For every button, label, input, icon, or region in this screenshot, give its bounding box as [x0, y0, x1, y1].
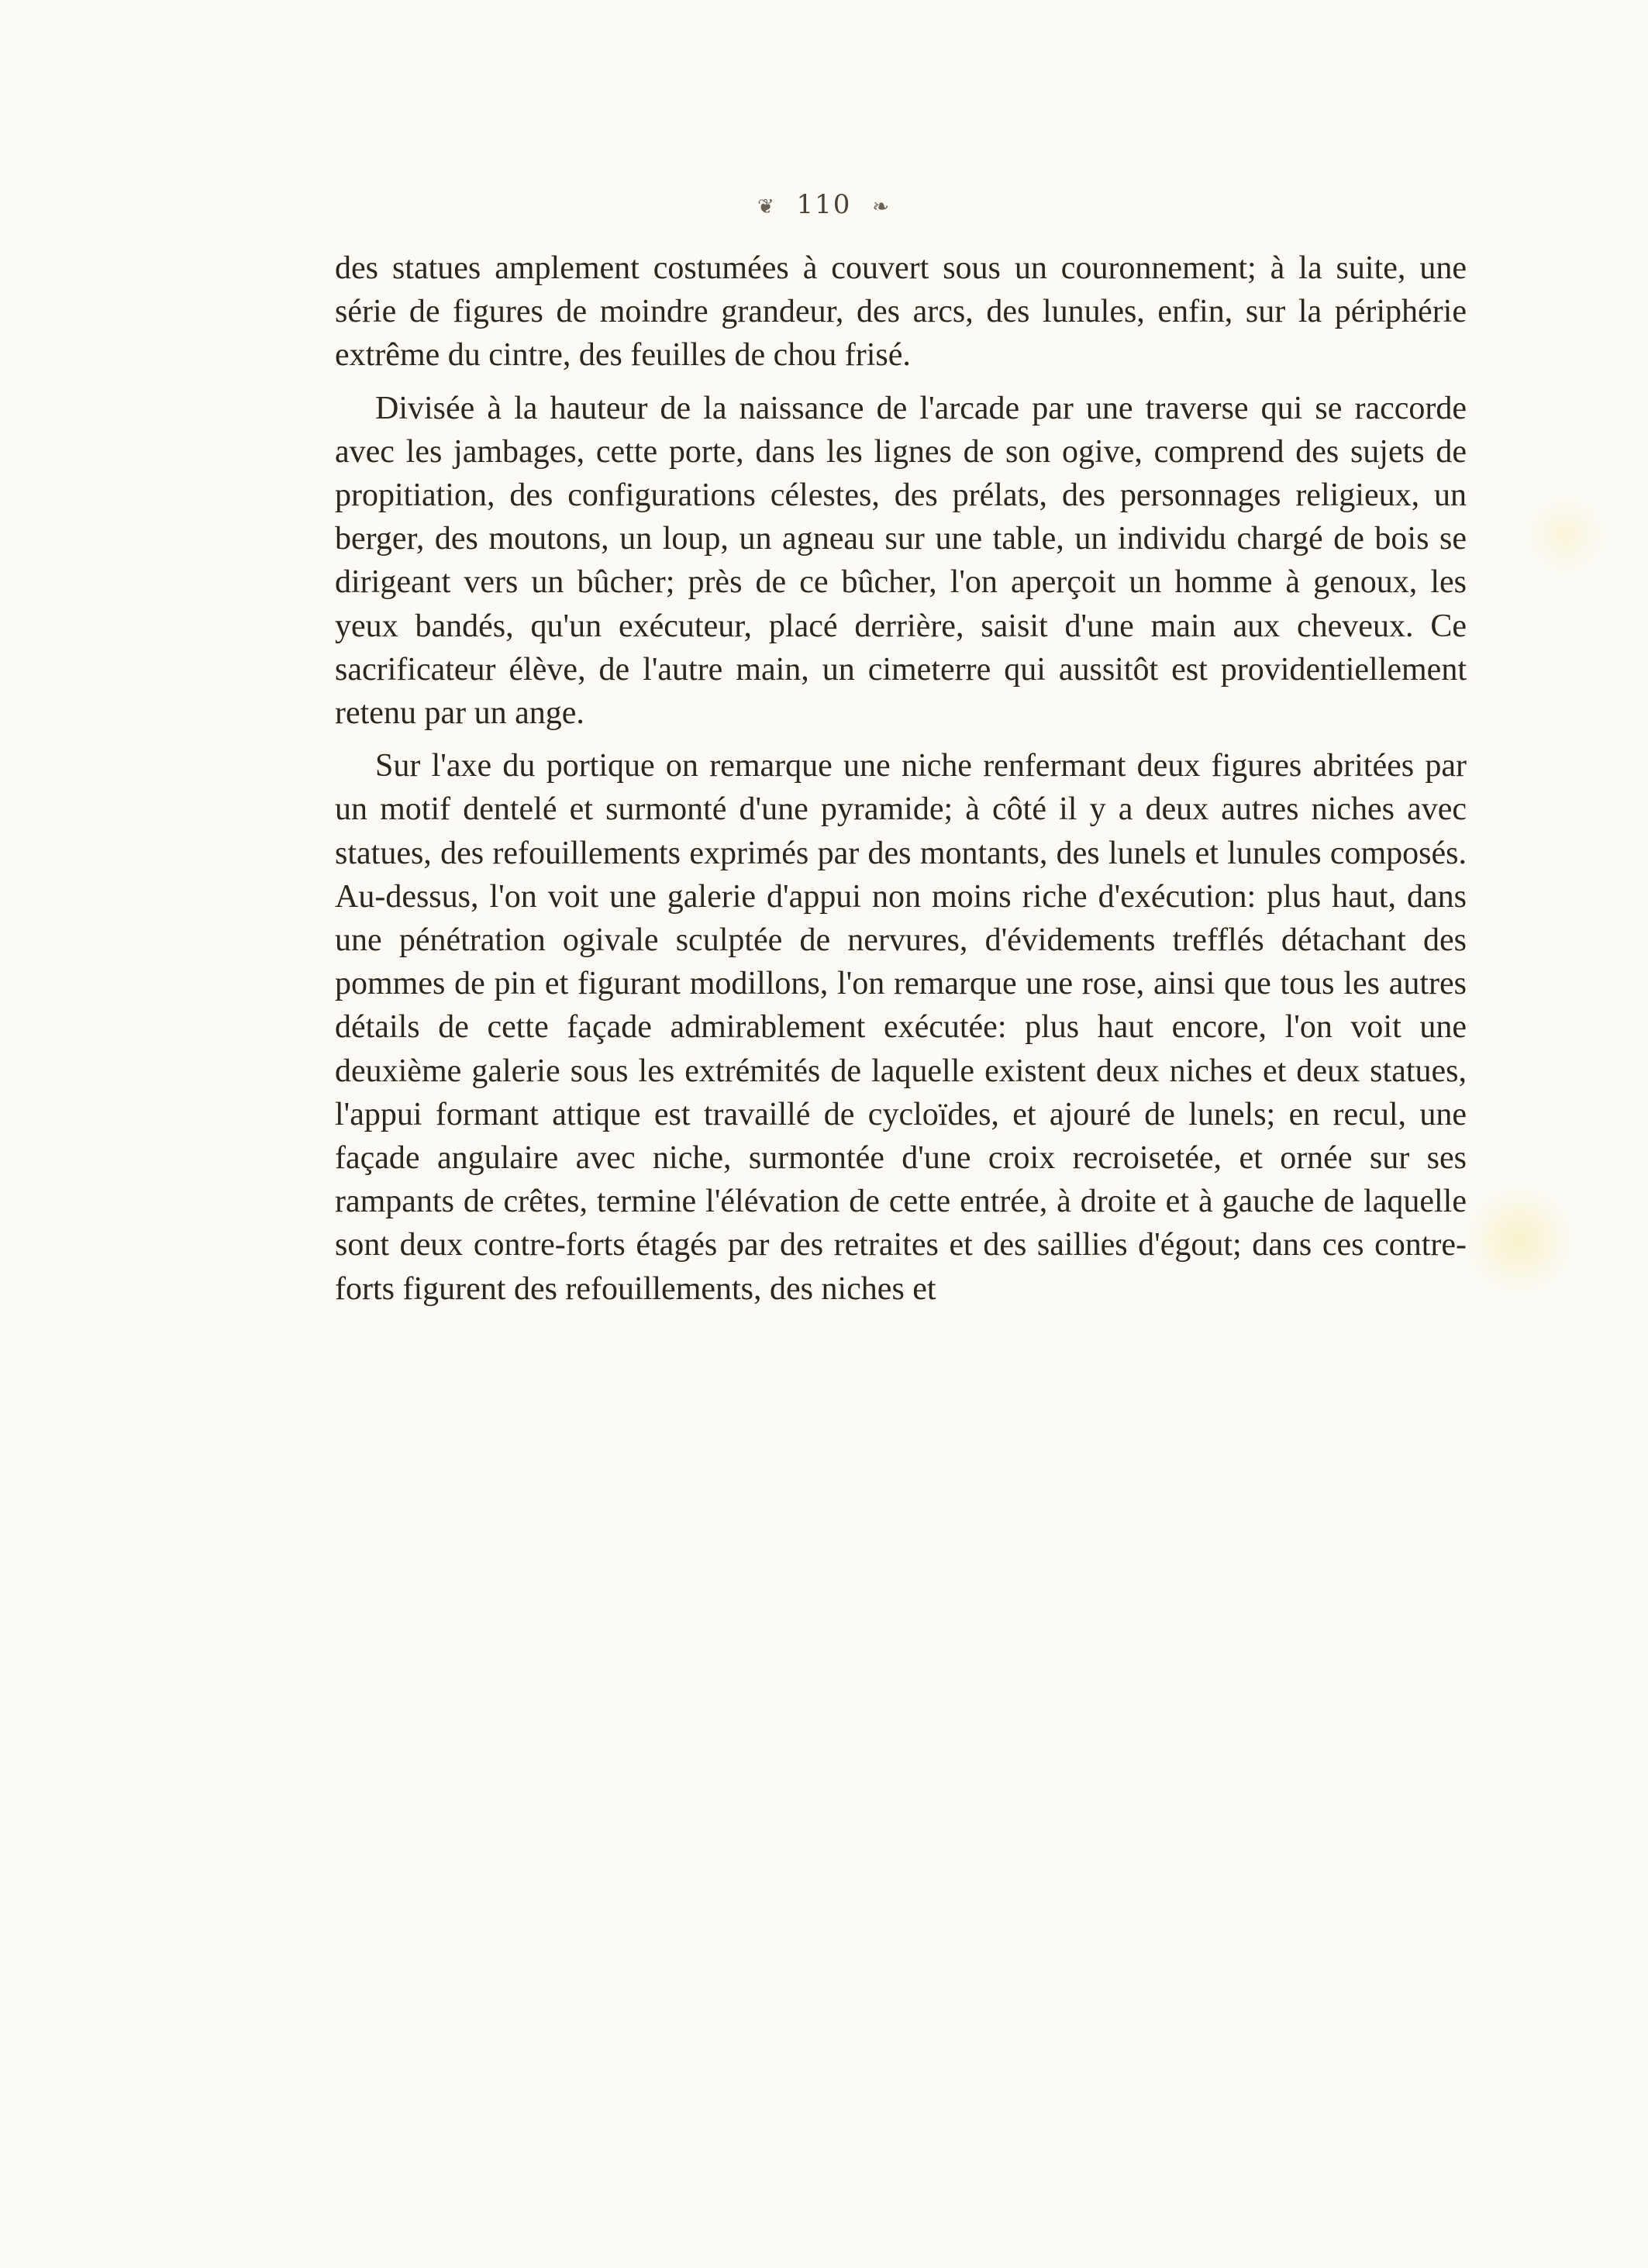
paragraph-1: des statues amplement costumées à couvert sous un couronnement; à la suite, une série de figures de moindre grandeur, des arcs, des lunules, enfin, sur la périphérie extrême du cintre, des feuilles de chou frisé. [335, 250, 1467, 374]
page-number-header [0, 189, 1648, 220]
page-number: 110 [796, 189, 852, 220]
body-text [335, 246, 1467, 1320]
paragraph-2: Divisée à la hauteur de la naissance de l'arcade par une traverse qui se raccorde avec les jambages, cette porte, dans les lignes de son ogive, comprend des sujets de propitiation, des configurations célestes, des prélats, des personnages religieux, un berger, des moutons, un loup, un agneau sur une table, un individu chargé de bois se dirigeant vers un bûcher; près de ce bûcher, l'on aperçoit un homme à genoux, les yeux bandés, qu'un exécuteur, placé derrière, saisit d'une main aux cheveux. Ce sacrificateur élève, de l'autre main, un cimeterre qui aussitôt est providentiellement retenu par un ange. [335, 390, 1467, 732]
paragraph-3: Sur l'axe du portique on remarque une niche renfermant deux figures abritées par un motif dentelé et surmonté d'une pyramide; à côté il y a deux autres niches avec statues, des refouillements exprimés par des montants, des lunels et lunules composés. Au-dessus, l'on voit une galerie d'appui non moins riche d'exécution: plus haut, dans une pénétration ogivale sculptée de nervures, d'évidements trefflés détachant des pommes de pin et figurant modillons, l'on remarque une rose, ainsi que tous les autres détails de cette façade admirablement exécutée: plus haut encore, l'on voit une deuxième galerie sous les extrémités de laquelle existent deux niches et deux statues, l'appui formant attique est travaillé de cycloïdes, et ajouré de lunels; en recul, une façade angulaire avec niche, surmontée d'une croix recroisetée, et ornée sur ses rampants de crêtes, termine l'élévation de cette entrée, à droite et à gauche de laquelle sont deux contre-forts étagés par des retraites et des saillies d'égout; dans ces contre-forts figurent des refouillements, des niches et [335, 748, 1467, 1307]
left-ornament-icon: ❦ [757, 195, 776, 219]
right-ornament-icon: ❧ [872, 195, 891, 219]
